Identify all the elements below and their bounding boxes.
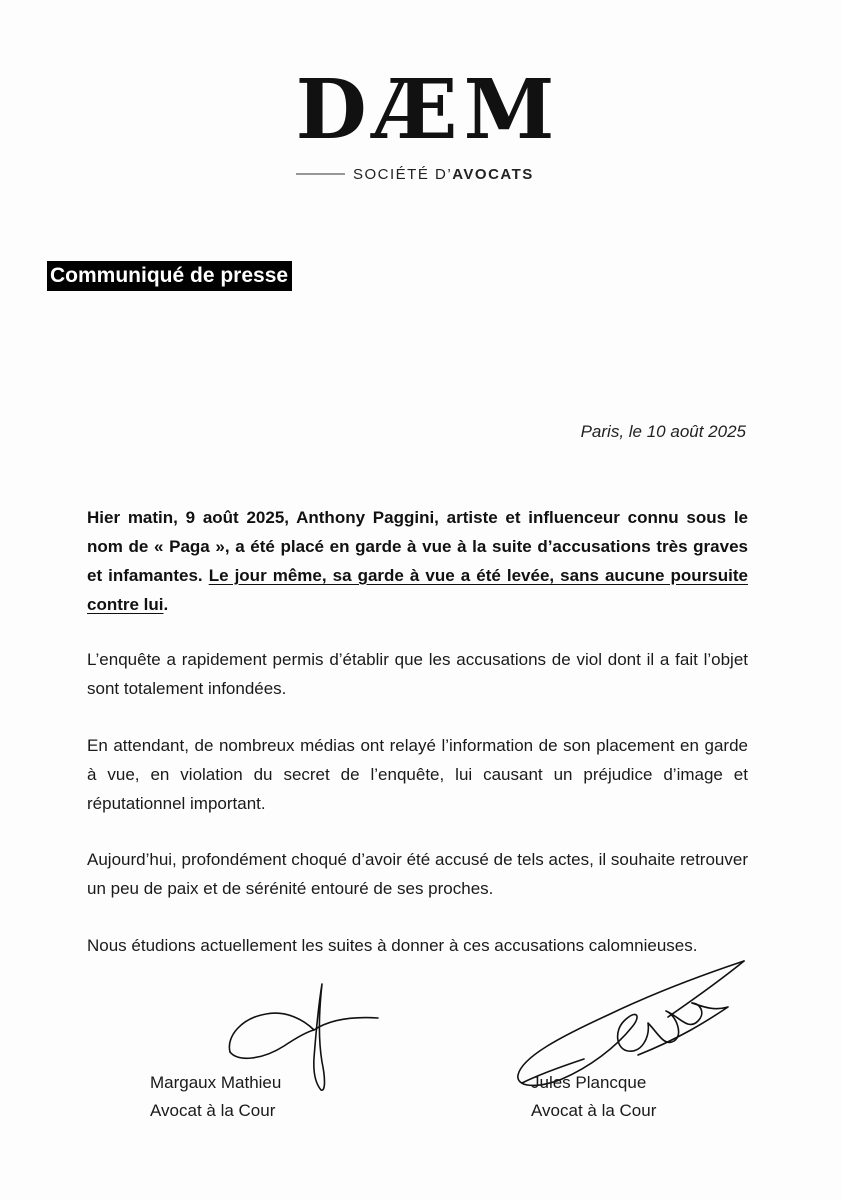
lead-paragraph-end: . <box>163 595 169 614</box>
lead-paragraph-text: Hier matin, 9 août 2025, Anthony Paggini, artiste et influenceur connu sous le nom de « Paga », a été placé en garde à vue à la suite d’accusations très graves et infamantes. <box>87 508 748 585</box>
signatory-right <box>531 1069 656 1125</box>
place-date: Paris, le 10 août 2025 <box>580 422 746 441</box>
document-title: Communiqué de presse <box>47 261 292 291</box>
body-paragraph-investigation: L’enquête a rapidement permis d’établir que les accusations de viol dont il a fait l’objet sont totalement infondées. <box>87 650 748 698</box>
firm-logo <box>293 60 563 190</box>
firm-tagline <box>353 166 534 183</box>
firm-tagline-emphasis: AVOCATS <box>452 166 534 183</box>
lead-paragraph-underlined: Le jour même, sa garde à vue a été levée, sans aucune poursuite contre lui <box>87 566 748 614</box>
body-paragraph-media: En attendant, de nombreux médias ont relayé l’information de son placement en garde à vue, en violation du secret de l’enquête, lui causant un préjudice d’image et réputationnel important. <box>87 736 748 813</box>
firm-logo-graphic <box>293 60 563 190</box>
lead-paragraph <box>87 503 748 619</box>
firm-tagline-prefix: SOCIÉTÉ D’ <box>353 166 453 183</box>
firm-logo-mark: DÆM <box>295 62 561 158</box>
signatory-left <box>150 1069 281 1125</box>
body-paragraph-today: Aujourd’hui, profondément choqué d’avoir été accusé de tels actes, il souhaite retrouver un peu de paix et de sérénité entouré de ses proches. <box>87 850 748 898</box>
body-paragraph-next-steps: Nous étudions actuellement les suites à donner à ces accusations calomnieuses. <box>87 936 698 955</box>
signatory-right-name: Jules Plancque <box>531 1073 647 1092</box>
signatory-right-role: Avocat à la Cour <box>531 1101 657 1120</box>
signatory-left-name: Margaux Mathieu <box>150 1073 282 1092</box>
signatory-left-role: Avocat à la Cour <box>150 1101 276 1120</box>
